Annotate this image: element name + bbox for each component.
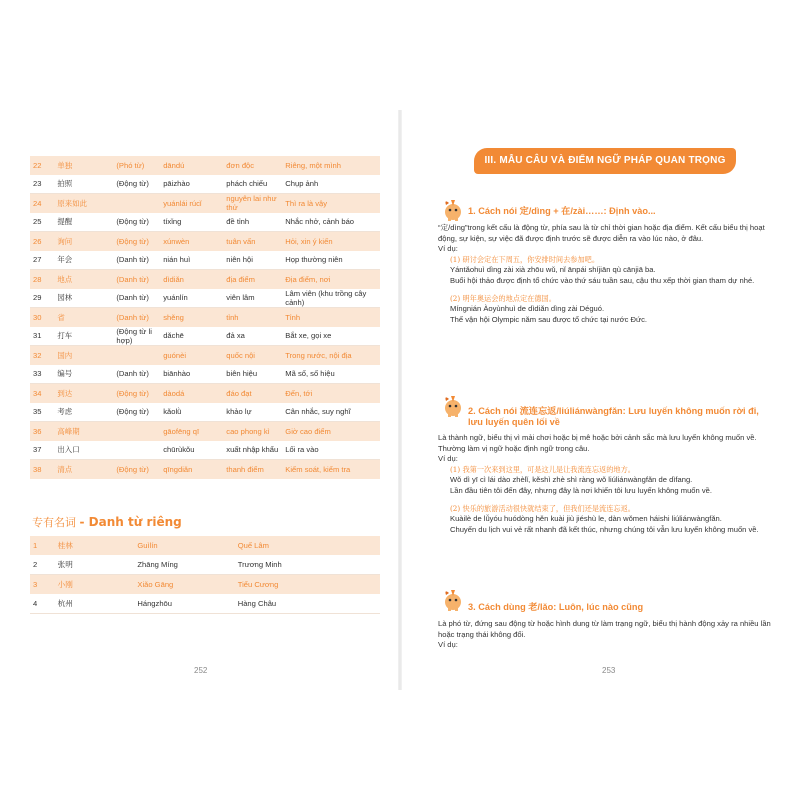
proper-number: 2 (30, 555, 55, 575)
vocab-row (30, 365, 380, 384)
vocab-meaning: Trong nước, nội địa (282, 346, 380, 365)
vocab-part-of-speech: (Danh từ) (113, 270, 160, 289)
vocab-row (30, 270, 380, 289)
vocab-hanzi: 省 (54, 308, 113, 327)
vocab-sino-vietnamese: đề tỉnh (223, 213, 282, 232)
vocab-meaning: Chụp ảnh (282, 175, 380, 194)
vocab-meaning: Riêng, một mình (282, 156, 380, 175)
vocab-sino-vietnamese: đả xa (223, 327, 282, 346)
vocab-pinyin: yuánlín (160, 289, 223, 308)
section-1-title: 1. Cách nói 定/dìng + 在/zài……: Định vào... (468, 206, 656, 216)
vocab-hanzi: 地点 (54, 270, 113, 289)
proper-pinyin: Zhāng Míng (134, 555, 234, 575)
vocab-pinyin: kǎolǜ (160, 403, 223, 422)
vocab-part-of-speech: (Danh từ) (113, 365, 160, 384)
section-banner-title: III. MẪU CÂU VÀ ĐIỂM NGỮ PHÁP QUAN TRỌNG (484, 155, 726, 166)
vocab-number: 36 (30, 422, 54, 441)
vocab-row (30, 422, 380, 441)
vocab-pinyin: biānhào (160, 365, 223, 384)
vocab-number: 34 (30, 384, 54, 403)
proper-nouns-table (30, 536, 380, 614)
vocab-hanzi: 年会 (54, 251, 113, 270)
vocab-row (30, 460, 380, 479)
vocab-hanzi: 高峰期 (54, 422, 113, 441)
vocab-number: 37 (30, 441, 54, 460)
vocab-sino-vietnamese: đáo đạt (223, 384, 282, 403)
vocab-hanzi: 清点 (54, 460, 113, 479)
proper-number: 1 (30, 536, 55, 555)
vocab-pinyin: xúnwèn (160, 232, 223, 251)
vocab-part-of-speech: (Danh từ) (113, 308, 160, 327)
vocab-number: 28 (30, 270, 54, 289)
proper-hanzi: 桂林 (55, 536, 135, 555)
vocab-part-of-speech: (Động từ) (113, 232, 160, 251)
proper-noun-row (30, 575, 380, 595)
vocab-pinyin: guónèi (160, 346, 223, 365)
vocab-part-of-speech: (Danh từ) (113, 289, 160, 308)
grammar-section-2 (438, 406, 774, 535)
section-2-example-1-cn: (1) 我第一次来到这里，可是这儿是让我流连忘返的地方。 (450, 464, 635, 474)
proper-vietnamese: Hàng Châu (235, 594, 380, 614)
vocab-sino-vietnamese: địa điểm (223, 270, 282, 289)
section-2-body: Là thành ngữ, biểu thị vì mải chơi hoặc bị mê hoặc bởi cảnh sắc mà lưu luyến không muốn về. Thường làm vị ngữ hoặc định ngữ trong câu. (438, 433, 757, 453)
vocab-hanzi: 询问 (54, 232, 113, 251)
vocab-hanzi: 国内 (54, 346, 113, 365)
vocab-meaning: Cân nhắc, suy nghĩ (282, 403, 380, 422)
vocab-part-of-speech (113, 194, 160, 213)
vocab-pinyin: chūrùkǒu (160, 441, 223, 460)
vocab-meaning: Thì ra là vậy (282, 194, 380, 213)
vocab-part-of-speech (113, 346, 160, 365)
vocab-meaning: Giờ cao điểm (282, 422, 380, 441)
vocab-sino-vietnamese: biên hiệu (223, 365, 282, 384)
vocab-sino-vietnamese: cao phong kì (223, 422, 282, 441)
vocab-part-of-speech (113, 441, 160, 460)
vocab-meaning: Nhắc nhở, cảnh báo (282, 213, 380, 232)
grammar-section-3 (438, 602, 774, 651)
vocab-pinyin: nián huì (160, 251, 223, 270)
vocab-row (30, 251, 380, 270)
vocab-sino-vietnamese: phách chiếu (223, 175, 282, 194)
vocab-meaning: Đến, tới (282, 384, 380, 403)
vocab-number: 33 (30, 365, 54, 384)
vocab-number: 27 (30, 251, 54, 270)
vocab-hanzi: 出入口 (54, 441, 113, 460)
vocab-part-of-speech: (Động từ li hợp) (113, 327, 160, 346)
proper-number: 3 (30, 575, 55, 595)
proper-noun-row (30, 555, 380, 575)
vocab-part-of-speech: (Động từ) (113, 403, 160, 422)
vocab-part-of-speech: (Động từ) (113, 460, 160, 479)
proper-vietnamese: Trương Minh (235, 555, 380, 575)
proper-heading-cn: 专有名词 (32, 516, 76, 529)
section-1-example-label: Ví dụ: (438, 244, 458, 254)
section-2-example-1-vn: Lần đầu tiên tôi đến đây, nhưng đây là nơi khiến tôi lưu luyến không muốn về. (450, 485, 712, 495)
proper-pinyin: Xiǎo Gāng (134, 575, 234, 595)
vocab-row (30, 156, 380, 175)
vocab-number: 25 (30, 213, 54, 232)
vocab-meaning: Lâm viên (khu trồng cây cảnh) (282, 289, 380, 308)
vocab-meaning: Kiểm soát, kiểm tra (282, 460, 380, 479)
vocab-number: 32 (30, 346, 54, 365)
vocab-hanzi: 打车 (54, 327, 113, 346)
proper-vietnamese: Tiểu Cương (235, 575, 380, 595)
vocab-meaning: Bắt xe, gọi xe (282, 327, 380, 346)
vocab-pinyin: dìdiǎn (160, 270, 223, 289)
vocab-hanzi: 园林 (54, 289, 113, 308)
vocab-row (30, 346, 380, 365)
section-1-example-1-cn: (1) 研讨会定在下周五，你安排时间去参加吧。 (450, 254, 600, 264)
vocab-pinyin: dǎchē (160, 327, 223, 346)
proper-hanzi: 张明 (55, 555, 135, 575)
vocabulary-table (30, 156, 380, 479)
vocab-sino-vietnamese: tỉnh (223, 308, 282, 327)
vocab-sino-vietnamese: đơn độc (223, 156, 282, 175)
vocab-hanzi: 提醒 (54, 213, 113, 232)
vocab-meaning: Hỏi, xin ý kiến (282, 232, 380, 251)
vocab-hanzi: 到达 (54, 384, 113, 403)
vocab-number: 35 (30, 403, 54, 422)
vocab-meaning: Họp thường niên (282, 251, 380, 270)
vocab-hanzi: 考虑 (54, 403, 113, 422)
vocab-meaning: Mã số, số hiệu (282, 365, 380, 384)
proper-pinyin: Guìlín (134, 536, 234, 555)
section-2-example-2-pinyin: Kuàilè de lǚyóu huódòng hěn kuài jiù jiéshù le, dàn wǒmen háishi liúliánwàngfǎn. (450, 514, 722, 524)
vocab-pinyin: shěng (160, 308, 223, 327)
vocab-row (30, 441, 380, 460)
vocab-number: 23 (30, 175, 54, 194)
left-page (8, 110, 400, 690)
page-number-left: 252 (194, 666, 208, 675)
vocab-part-of-speech: (Động từ) (113, 213, 160, 232)
vocab-sino-vietnamese: nguyên lai như thử (223, 194, 282, 213)
vocab-row (30, 403, 380, 422)
section-2-example-1-pinyin: Wǒ dì yī cì lái dào zhèlǐ, kěshì zhè shì ràng wǒ liúliánwàngfǎn de dìfang. (450, 475, 693, 485)
vocab-number: 29 (30, 289, 54, 308)
proper-pinyin: Hángzhōu (134, 594, 234, 614)
vocab-part-of-speech: (Danh từ) (113, 251, 160, 270)
vocab-pinyin: qīngdiǎn (160, 460, 223, 479)
section-1-example-2-vn: Thế vận hội Olympic năm sau được tổ chức tại nước Đức. (450, 314, 648, 324)
vocab-hanzi: 原来如此 (54, 194, 113, 213)
book-spread (8, 110, 792, 690)
vocab-sino-vietnamese: xuất nhập khẩu (223, 441, 282, 460)
vocab-row (30, 175, 380, 194)
vocab-sino-vietnamese: khảo lự (223, 403, 282, 422)
vocab-pinyin: yuánlái rúcǐ (160, 194, 223, 213)
vocab-meaning: Lối ra vào (282, 441, 380, 460)
vocab-sino-vietnamese: thanh điểm (223, 460, 282, 479)
proper-nouns-heading (32, 514, 182, 530)
vocab-part-of-speech: (Động từ) (113, 175, 160, 194)
section-1-example-1-pinyin: Yántǎohuì dìng zài xià zhōu wǔ, nǐ ānpái shíjiān qù cānjiā ba. (450, 265, 656, 275)
section-1-body: “定/dìng”trong kết cấu là động từ, phía sau là từ chỉ thời gian hoặc địa điểm. Kết cấu biểu thị hoạt động, sự kiện, sự việc đã được định trước sẽ được diễn ra vào lúc nào, ở đâu. (438, 223, 765, 243)
proper-number: 4 (30, 594, 55, 614)
vocab-row (30, 308, 380, 327)
grammar-section-1 (438, 206, 774, 325)
vocab-sino-vietnamese: quốc nội (223, 346, 282, 365)
vocab-part-of-speech: (Phó từ) (113, 156, 160, 175)
section-1-example-1-vn: Buổi hội thảo được định tổ chức vào thứ sáu tuần sau, cậu thu xếp thời gian tham dự nhé. (450, 275, 755, 285)
section-3-example-label: Ví dụ: (438, 640, 458, 650)
section-2-example-label: Ví dụ: (438, 454, 458, 464)
vocab-row (30, 213, 380, 232)
vocab-sino-vietnamese: viên lâm (223, 289, 282, 308)
vocab-sino-vietnamese: tuân vấn (223, 232, 282, 251)
vocab-part-of-speech: (Động từ) (113, 384, 160, 403)
vocab-pinyin: dàodá (160, 384, 223, 403)
vocab-number: 26 (30, 232, 54, 251)
section-3-body: Là phó từ, đứng sau động từ hoặc hình dung từ làm trạng ngữ, biểu thị hành động xảy ra nhiều lần hoặc trạng thái không đổi. (438, 619, 771, 639)
vocab-hanzi: 编号 (54, 365, 113, 384)
right-page (400, 110, 792, 690)
vocab-sino-vietnamese: niên hội (223, 251, 282, 270)
vocab-pinyin: dāndú (160, 156, 223, 175)
vocab-pinyin: tíxǐng (160, 213, 223, 232)
proper-hanzi: 杭州 (55, 594, 135, 614)
section-1-example-2-pinyin: Míngnián Àoyùnhuì de dìdiǎn dìng zài Déguó. (450, 304, 605, 314)
vocab-row (30, 289, 380, 308)
section-2-example-2-vn: Chuyến du lịch vui vẻ rất nhanh đã kết thúc, nhưng chúng tôi vẫn lưu luyến không muốn về. (450, 524, 759, 534)
vocab-row (30, 194, 380, 213)
vocab-meaning: Tỉnh (282, 308, 380, 327)
section-2-example-2-cn: (2) 快乐的旅游活动很快就结束了，但我们还是流连忘返。 (450, 503, 635, 513)
proper-vietnamese: Quế Lâm (235, 536, 380, 555)
vocab-pinyin: gāofēng qī (160, 422, 223, 441)
proper-hanzi: 小刚 (55, 575, 135, 595)
vocab-hanzi: 拍照 (54, 175, 113, 194)
vocab-row (30, 327, 380, 346)
proper-heading-vn: - Danh từ riêng (79, 515, 182, 529)
vocab-number: 31 (30, 327, 54, 346)
section-1-example-2-cn: (2) 明年奥运会的地点定在德国。 (450, 293, 556, 303)
vocab-meaning: Địa điểm, nơi (282, 270, 380, 289)
section-2-title: 2. Cách nói 流连忘返/liúliánwàngfǎn: Lưu luyến không muốn rời đi, lưu luyến quên lối về (468, 406, 759, 427)
vocab-number: 24 (30, 194, 54, 213)
vocab-number: 22 (30, 156, 54, 175)
vocab-row (30, 232, 380, 251)
vocab-row (30, 384, 380, 403)
proper-noun-row (30, 536, 380, 555)
vocab-part-of-speech (113, 422, 160, 441)
vocab-hanzi: 单独 (54, 156, 113, 175)
vocab-number: 30 (30, 308, 54, 327)
vocab-number: 38 (30, 460, 54, 479)
section-3-title: 3. Cách dùng 老/lǎo: Luôn, lúc nào cũng (468, 602, 644, 612)
proper-noun-row (30, 594, 380, 614)
section-banner (474, 148, 736, 174)
page-number-right: 253 (602, 666, 616, 675)
vocab-pinyin: pāizhào (160, 175, 223, 194)
